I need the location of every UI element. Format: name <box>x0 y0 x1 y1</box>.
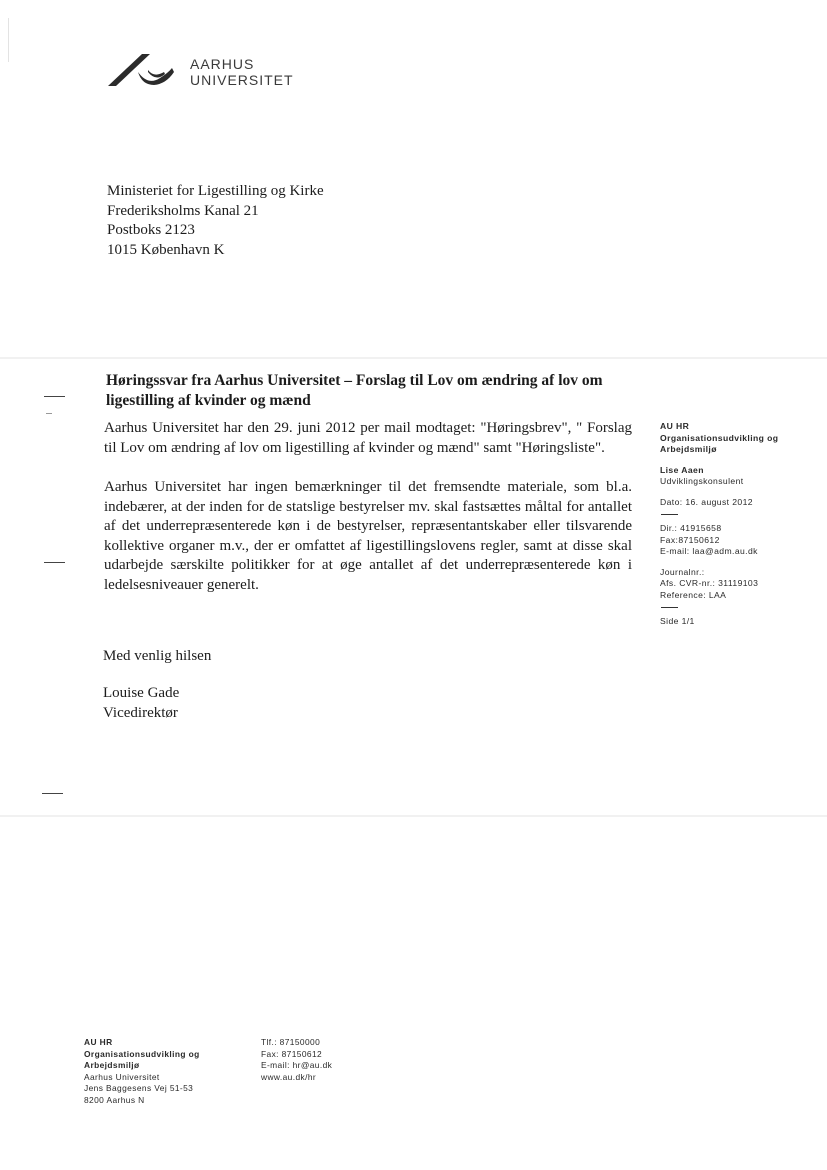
scan-tick <box>46 413 52 414</box>
footer-email: E-mail: hr@au.dk <box>261 1060 333 1071</box>
contact-title: Udviklingskonsulent <box>660 476 744 486</box>
footer-fax: Fax: 87150612 <box>261 1048 323 1059</box>
logo-line-2: UNIVERSITET <box>190 72 294 88</box>
recipient-line: 1015 København K <box>107 241 225 258</box>
signer-title: Vicedirektør <box>103 704 178 721</box>
footer-contact <box>261 1037 332 1083</box>
fold-mark <box>42 793 63 794</box>
reference: Reference: LAA <box>660 589 727 600</box>
footer-city: 8200 Aarhus N <box>84 1094 145 1105</box>
page-number: Side 1/1 <box>660 616 695 626</box>
direct-phone: Dir.: 41915658 <box>660 523 722 533</box>
sender-unit: AU HR <box>660 421 690 431</box>
footer-street: Jens Baggesens Vej 51-53 <box>84 1083 194 1094</box>
contact-name: Lise Aaen <box>660 464 704 475</box>
footer-department: Arbejdsmiljø <box>84 1060 140 1071</box>
divider <box>661 514 678 515</box>
recipient-address <box>107 182 324 260</box>
body-paragraph: Aarhus Universitet har den 29. juni 2012 per mail modtaget: "Høringsbrev", " Forslag til Lov om ændring af lov om ligestilling af kvinder og mænd" samt "Høringsliste". <box>104 420 632 456</box>
closing-text: Med venlig hilsen <box>103 648 212 664</box>
letter-subject: Høringssvar fra Aarhus Universitet – Forslag til Lov om ændring af lov om ligestilling af kvinder og mænd <box>106 372 603 409</box>
recipient-line: Ministeriet for Ligestilling og Kirke <box>107 183 324 199</box>
footer-address <box>84 1037 200 1107</box>
recipient-line: Frederiksholms Kanal 21 <box>107 202 259 219</box>
closing <box>103 647 211 667</box>
sender-department: Arbejdsmiljø <box>660 444 717 454</box>
scan-line <box>0 815 827 817</box>
university-logo <box>108 52 294 92</box>
footer-department: Organisationsudvikling og <box>84 1048 200 1059</box>
footer-phone: Tlf.: 87150000 <box>261 1037 321 1047</box>
fold-mark <box>44 396 65 397</box>
logo-line-1: AARHUS <box>190 56 255 72</box>
divider <box>661 607 678 608</box>
fold-mark <box>44 562 65 563</box>
recipient-line: Postboks 2123 <box>107 222 195 238</box>
body-paragraph: Aarhus Universitet har ingen bemærkninger til det fremsendte materiale, som bl.a. indebærer, at der inden for de statslige bestyrelser mv. skal fastsættes måltal for antallet af det underrepræsenterede køn i de bestyrelser, repræsentantskaber eller tilsvarende kollektive organer m.v., der er omfattet af ligestillingslovens regler, samt at disse skal udarbejde særskilte politikker for at øge antallet af det underrepræsenterede køn i ledelsesniveauer generelt. <box>104 479 632 593</box>
letter-date: Dato: 16. august 2012 <box>660 496 753 507</box>
scan-line <box>0 357 827 359</box>
sender-department: Organisationsudvikling og <box>660 432 779 443</box>
contact-email: E-mail: laa@adm.au.dk <box>660 546 758 556</box>
footer-university: Aarhus Universitet <box>84 1071 160 1082</box>
signature-block <box>103 684 179 723</box>
fax-number: Fax:87150612 <box>660 534 720 545</box>
au-logo-icon <box>108 52 188 92</box>
cvr-number: Afs. CVR-nr.: 31119103 <box>660 578 759 588</box>
signer-name: Louise Gade <box>103 685 180 701</box>
footer-web: www.au.dk/hr <box>261 1071 317 1082</box>
letter-body <box>104 419 632 595</box>
sender-info-column <box>660 421 810 628</box>
footer-unit: AU HR <box>84 1037 113 1047</box>
scan-edge <box>8 18 9 62</box>
journal-number: Journalnr.: <box>660 566 705 577</box>
